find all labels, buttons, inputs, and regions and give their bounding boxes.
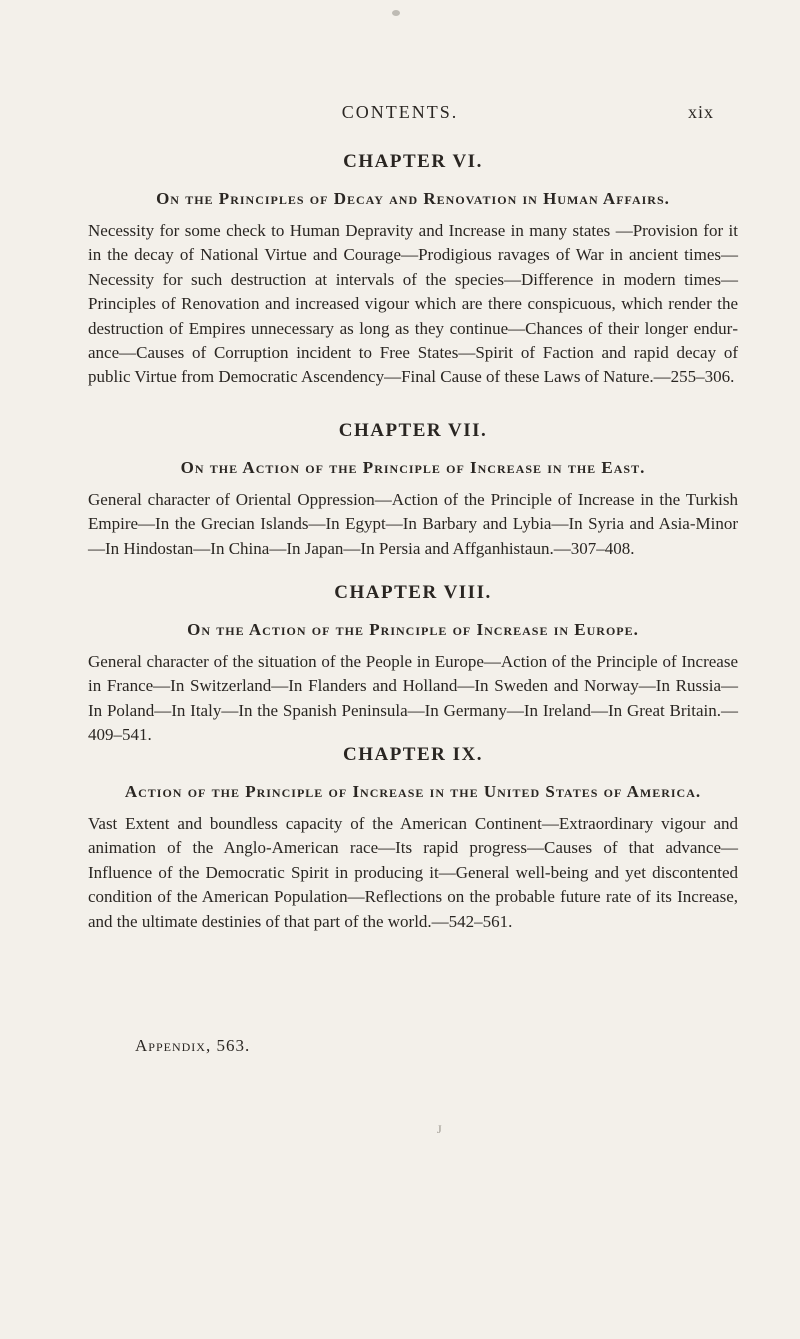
chapter-9 xyxy=(88,744,738,934)
chapter-6 xyxy=(88,151,738,390)
ink-smudge xyxy=(392,10,400,16)
chapter-summary: Vast Extent and boundless capacity of the American Continent—Extraordinary vigour and animation of the Anglo-American race—Its rapid progress—Causes of that advance—Influence of the Democratic Spirit in producing it—General well-being and yet discontented condition of the American Population—Reflections on the probable future rate of its Increase, and the ultimate destinies of that part of the world.—542–561. xyxy=(88,814,738,931)
chapter-title: On the Principles of Decay and Renovation in Human Affairs. xyxy=(156,189,670,208)
running-title: CONTENTS. xyxy=(341,102,459,122)
page-mark: J xyxy=(437,1122,442,1136)
chapter-7 xyxy=(88,420,738,561)
running-head xyxy=(0,102,800,132)
chapter-heading: CHAPTER VIII. xyxy=(334,582,492,603)
chapter-title: On the Action of the Principle of Increase in Europe. xyxy=(187,620,639,639)
appendix-entry: Appendix, 563. xyxy=(135,1036,251,1055)
chapter-summary: General character of Oriental Oppression—Action of the Principle of Increase in the Turkish Empire—In the Grecian Islands—In Egypt—In Barbary and Lybia—In Syria and Asia-Minor—In Hindostan—In China—In Japan—In Persia and Affganhistaun.—307–408. xyxy=(88,490,738,558)
chapter-8 xyxy=(88,582,738,748)
chapter-title: Action of the Principle of Increase in the United States of America. xyxy=(124,782,702,801)
chapter-heading: CHAPTER IX. xyxy=(342,744,483,765)
chapter-summary: Necessity for some check to Human Depravity and Increase in many states —Provision for it in the decay of National Virtue and Courage—Prodigious ravages of War in ancient times—Necessity for such destruction at intervals of the species—Difference in modern times—Principles of Renovation and increased vigour which are there conspicuous, which render the destruction of Empires unnecessary as long as they continue—Chances of their longer endurance—Causes of Corruption incident to Free States—Spirit of Faction and rapid decay of public Virtue from Democratic Ascendency—Final Cause of these Laws of Nature.—255–306. xyxy=(88,221,738,387)
chapter-title: On the Action of the Principle of Increase in the East. xyxy=(180,458,646,477)
page-number: xix xyxy=(687,102,714,122)
chapter-heading: CHAPTER VI. xyxy=(343,151,483,172)
chapter-heading: CHAPTER VII. xyxy=(338,420,488,441)
chapter-summary: General character of the situation of the People in Europe—Action of the Principle of Increase in France—In Switzerland—In Flanders and Holland—In Sweden and Norway—In Russia—In Poland—In Italy—In the Spanish Peninsula—In Germany—In Ireland—In Great Britain.—409–541. xyxy=(88,652,738,745)
